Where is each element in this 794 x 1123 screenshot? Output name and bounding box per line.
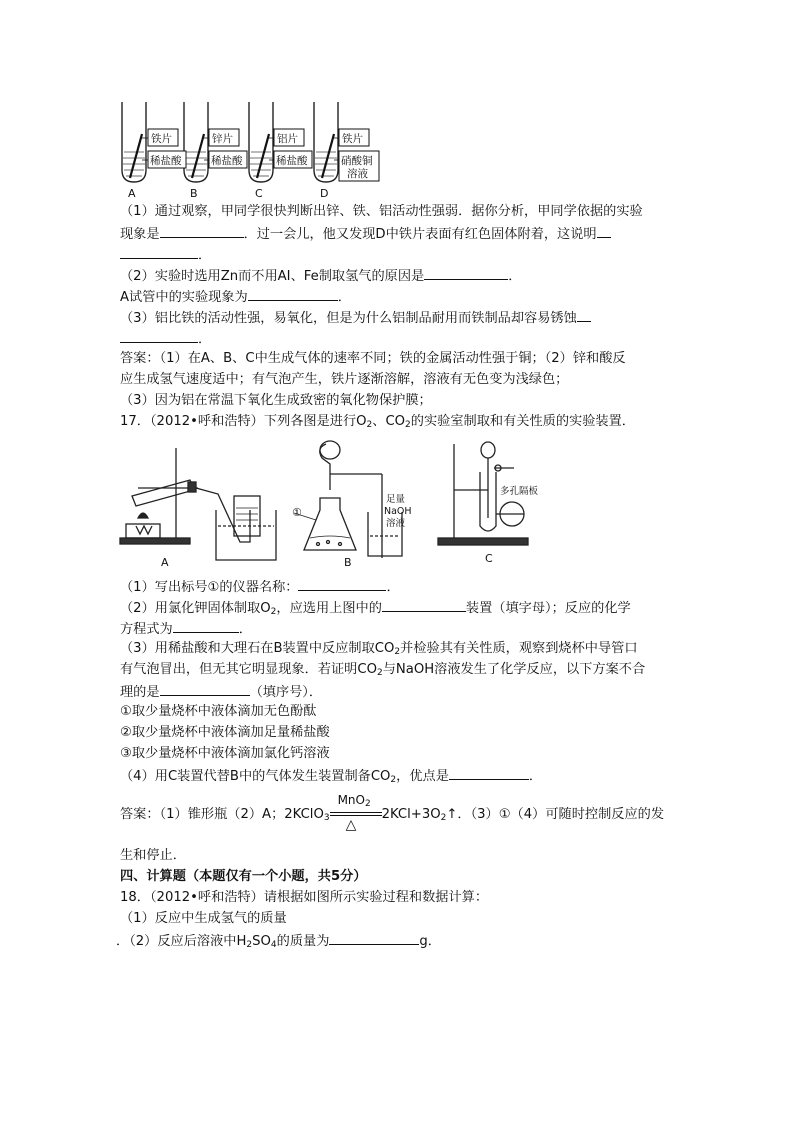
q16-blank-5a[interactable] <box>577 307 591 322</box>
q17-p2b-text: 方程式为 <box>120 622 173 637</box>
q18-sub2: 2 <box>246 940 253 950</box>
label-a: A <box>161 556 169 569</box>
tube-a-metal: 铁片 <box>151 133 172 145</box>
tube-c-letter: C <box>255 187 263 200</box>
q17-sub-o2: 2 <box>366 420 373 430</box>
q18-p2-text-b: SO <box>252 934 271 949</box>
q18-sub4: 4 <box>270 940 277 950</box>
tube-a-letter: A <box>128 187 136 200</box>
q17-ans-sub3: 3 <box>323 813 330 823</box>
heated-test-tube-icon <box>132 480 194 506</box>
q16-p3-text: （3）铝比铁的活动性强，易氧化，但是为什么铝制品耐用而铁制品却容易锈蚀 <box>120 311 577 326</box>
q17-p4-text-b: ，优点是 <box>396 769 449 784</box>
tube-d-liquid: 硝酸铜 <box>341 155 373 167</box>
q17-title-b: 、CO <box>372 414 406 429</box>
q17-p1-end: ． <box>386 580 400 595</box>
q18-part1: （1）反应中生成氢气的质量 <box>120 911 287 926</box>
tube-c-metal: 铝片 <box>277 133 298 145</box>
q17-blank-1[interactable] <box>298 576 386 591</box>
heat-symbol: △ <box>345 817 357 833</box>
q17-title-c: 的实验室制取和有关性质的实验装置． <box>410 414 635 429</box>
beaker-label-1: 足量 <box>386 494 406 505</box>
q16-blank-3[interactable] <box>424 265 508 280</box>
q17-p3c-text-a: 理的是 <box>120 685 160 700</box>
q16-blank-2b[interactable] <box>120 244 198 259</box>
tube-d-liquid2: 溶液 <box>347 168 368 180</box>
q17-title <box>120 412 635 432</box>
q16-blank-4[interactable] <box>248 286 338 301</box>
q17-blank-2[interactable] <box>382 597 466 612</box>
catalyst-sub: 2 <box>364 799 371 809</box>
test-tubes-svg <box>112 100 392 200</box>
q17-sub-co2: 2 <box>405 420 411 430</box>
q17-p2-sub: 2 <box>270 607 277 617</box>
q17-p2-text-c: 装置（填字母）；反应的化学 <box>465 601 631 616</box>
tube-b-letter: B <box>190 187 198 200</box>
q18-p2-text-c: 的质量为 <box>276 934 330 949</box>
beaker-label-2: NaOH <box>384 506 412 517</box>
tube-a-liquid: 稀盐酸 <box>150 155 182 167</box>
q17-option-3: ③取少量烧杯中液体滴加氯化钙溶液 <box>120 746 330 761</box>
q17-p3-sub-a: 2 <box>394 647 401 657</box>
section-heading: 四、计算题（本题仅有一个小题，共5分） <box>120 869 367 884</box>
q16-answer-line3: （3）因为铝在常温下氧化生成致密的氧化物保护膜； <box>120 393 432 408</box>
q18-title: 18．（2012•呼和浩特）请根据如图所示实验过程和数据计算： <box>120 890 489 905</box>
q17-part3-line3 <box>120 681 322 703</box>
q18-p2-end: g． <box>419 934 441 949</box>
q17-p3-text-b: 并检验其有关性质，观察到烧杯中导管口 <box>400 641 638 656</box>
q17-p2-text-b: ，应选用上图中的 <box>276 601 382 616</box>
q16-part3-line1 <box>120 307 591 329</box>
q17-answer-line2: 生和停止． <box>120 848 186 863</box>
q17-p1-text: （1）写出标号①的仪器名称： <box>120 580 299 595</box>
q18-part2 <box>116 930 441 952</box>
q17-option-2: ②取少量烧杯中液体滴加足量稀盐酸 <box>120 725 330 740</box>
collection-bottle-icon <box>234 496 260 536</box>
q17-part2-line1 <box>120 597 631 619</box>
q17-p4-text-a: （4）用C装置代替B中的气体发生装置制备CO <box>120 769 391 784</box>
apparatus-figure <box>118 438 648 570</box>
q16-p1-text-b: ．过一会儿，他又发现D中铁片表面有红色固体附着，这说明 <box>243 227 597 242</box>
water-trough-icon <box>216 510 276 560</box>
tube-b-liquid: 稀盐酸 <box>211 155 243 167</box>
q16-p2-end: ． <box>508 269 522 284</box>
q16-answer-line2: 应生成氢气速度适中；有气泡产生，铁片逐渐溶解，溶液有无色变为浅绿色； <box>120 372 569 387</box>
q16-p2b-end: ． <box>337 290 351 305</box>
q17-part3-line2 <box>120 660 645 680</box>
catalyst-text: MnO <box>337 793 365 807</box>
label-b: B <box>344 556 352 569</box>
q17-blank-3[interactable] <box>173 618 239 633</box>
q17-part2-line2 <box>120 618 252 640</box>
q16-p2b-text: A试管中的实验现象为 <box>120 290 248 305</box>
q17-answer-line1 <box>120 793 665 833</box>
q17-ans-text-c: ↑．（3）①（4）可随时控制反应的发 <box>446 807 665 822</box>
q17-ans-text-b: 2KCl+3O <box>381 807 441 822</box>
equals-bar-top <box>330 812 382 813</box>
q17-p4-sub: 2 <box>390 775 397 785</box>
q17-ans-text-a: 答案：（1）锥形瓶（2）A；2KClO <box>120 807 324 822</box>
q17-blank-4[interactable] <box>160 681 250 696</box>
q16-part1-line3 <box>120 244 211 266</box>
label-c: C <box>485 552 493 565</box>
q16-part3-line2 <box>120 328 211 350</box>
q16-blank-1[interactable] <box>160 223 244 238</box>
q17-p3b-text-a: 有气泡冒出，但无其它明显现象．若证明CO <box>120 662 377 677</box>
plate-label: 多孔隔板 <box>500 486 539 497</box>
funnel-icon <box>320 444 330 490</box>
stand-base-a-icon <box>120 538 190 544</box>
q17-title-a: 17．（2012•呼和浩特）下列各图是进行O <box>120 414 367 429</box>
q16-part1-line1: （1）通过观察，甲同学很快判断出锌、铁、铝活动性强弱．据你分析，甲同学依据的实验 <box>120 204 643 219</box>
tube-c-liquid: 稀盐酸 <box>276 155 308 167</box>
q17-p3-text-a: （3）用稀盐酸和大理石在B装置中反应制取CO <box>120 641 395 656</box>
q18-blank[interactable] <box>329 930 419 945</box>
test-tube-figure <box>112 100 392 200</box>
q17-blank-5[interactable] <box>449 765 529 780</box>
catalyst-label <box>338 790 371 810</box>
stand-base-c-icon <box>438 538 528 545</box>
reaction-condition <box>330 793 382 833</box>
q17-p3-sub-b: 2 <box>376 668 383 678</box>
tube-b-metal: 锌片 <box>212 133 233 145</box>
tube-d-metal: 铁片 <box>342 133 363 145</box>
q16-p3-end: ． <box>198 332 212 347</box>
q16-part2-line2 <box>120 286 351 308</box>
q16-answer-line1: 答案：（1）在A、B、C中生成气体的速率不同；铁的金属活动性强于铜；（2）锌和酸反 <box>120 351 626 366</box>
q16-blank-2a[interactable] <box>597 223 611 238</box>
tube-d-letter: D <box>320 187 329 200</box>
q17-ans-sub-o2: 2 <box>440 813 447 823</box>
q18-p2-text-a: ．（2）反应后溶液中H <box>116 934 247 949</box>
q16-p2-text: （2）实验时选用Zn而不用AI、Fe制取氢气的原因是 <box>120 269 425 284</box>
q17-p3c-text-b: （填序号）． <box>249 685 323 700</box>
apparatus-svg <box>118 438 648 570</box>
q16-p1-end: ． <box>198 248 212 263</box>
q17-p4-end: ． <box>528 769 543 784</box>
q17-part1 <box>120 576 400 598</box>
q16-part2-line1 <box>120 265 521 287</box>
q16-blank-5b[interactable] <box>120 328 198 343</box>
q17-part3-line1 <box>120 639 638 659</box>
q17-part4 <box>120 765 542 787</box>
q16-p1-text-a: 现象是 <box>120 227 160 242</box>
beaker-label-3: 溶液 <box>386 518 406 529</box>
q17-p3b-text-b: 与NaOH溶液发生了化学反应，以下方案不合 <box>382 662 646 677</box>
q17-option-1: ①取少量烧杯中液体滴加无色酚酞 <box>120 704 317 719</box>
q16-part1-line2 <box>120 223 611 245</box>
q17-p2-text-a: （2）用氯化钾固体制取O <box>120 601 271 616</box>
funnel-c-icon <box>481 442 495 458</box>
q17-p2b-end: ． <box>238 622 252 637</box>
label-circle-one: ① <box>292 506 302 519</box>
